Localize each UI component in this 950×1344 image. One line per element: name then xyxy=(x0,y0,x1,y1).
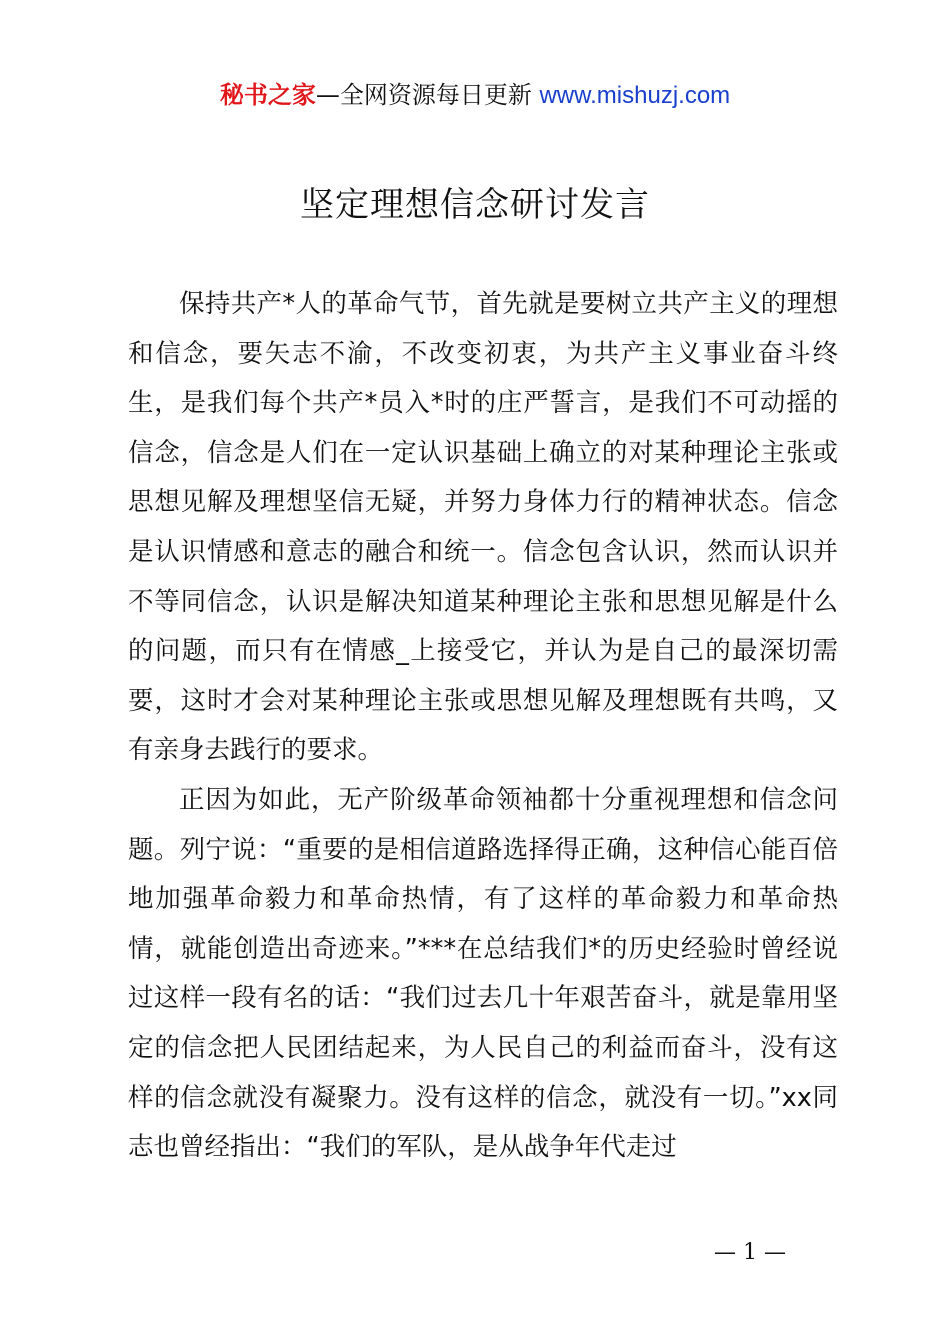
document-title: 坚定理想信念研讨发言 xyxy=(300,185,650,225)
document-body xyxy=(128,280,838,1173)
paragraph-1: 保持共产*人的革命气节，首先就是要树立共产主义的理想和信念，要矢志不渝，不改变初衷，为共产主义事业奋斗终生，是我们每个共产*员入*时的庄严誓言，是我们不可动摇的信念，信念是人们在一定认识基础上确立的对某种理论主张或思想见解及理想坚信无疑，并努力身体力行的精神状态。信念是认识情感和意志的融合和统一。信念包含认识，然而认识并不等同信念，认识是解决知道某种理论主张和思想见解是什么的问题，而只有在情感_上接受它，并认为是自己的最深切需要，这时才会对某种理论主张或思想见解及理想既有共鸣，又有亲身去践行的要求。 xyxy=(128,289,838,766)
page-number: — 1 — xyxy=(714,1240,786,1265)
site-header xyxy=(0,78,950,113)
paragraph-2: 正因为如此，无产阶级革命领袖都十分重视理想和信念问题。列宁说：“重要的是相信道路选择得正确，这种信心能百倍地加强革命毅力和革命热情，有了这样的革命毅力和革命热情，就能创造出奇迹来。”***在总结我们*的历史经验时曾经说过这样一段有名的话：“我们过去几十年艰苦奋斗，就是靠用坚定的信念把人民团结起来，为人民自己的利益而奋斗，没有这样的信念就没有凝聚力。没有这样的信念，就没有一切。”xx同志也曾经指出：“我们的军队，是从战争年代走过 xyxy=(128,784,838,1163)
brand-name: 秘书之家 xyxy=(219,81,316,109)
site-url-link[interactable]: www.mishuzj.com xyxy=(539,82,731,109)
header-tagline: —全网资源每日更新 xyxy=(315,81,532,109)
